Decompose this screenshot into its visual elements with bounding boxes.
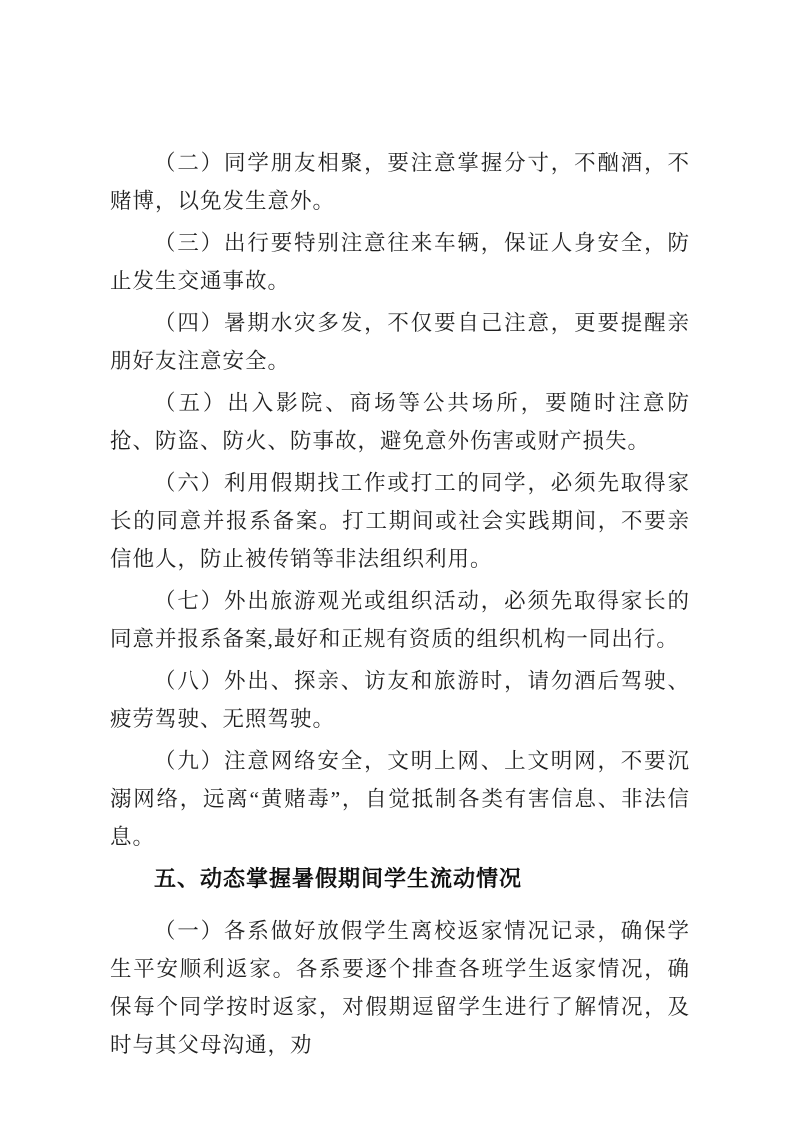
paragraph: （八）外出、探亲、访友和旅游时，请勿酒后驾驶、疲劳驾驶、无照驾驶。: [110, 669, 690, 731]
paragraph: （六）利用假期找工作或打工的同学，必须先取得家长的同意并报系备案。打工期间或社会实践期间，不要亲信他人，防止被传销等非法组织利用。: [110, 471, 690, 571]
section-heading: 五、动态掌握暑假期间学生流动情况: [154, 866, 523, 891]
paragraph: （七）外出旅游观光或组织活动，必须先取得家长的同意并报系备案,最好和正规有资质的组织机构一同出行。: [110, 589, 690, 651]
document-content: [110, 144, 690, 1068]
paragraph: （一）各系做好放假学生离校返家情况记录，确保学生平安顺利返家。各系要逐个排查各班学生返家情况，确保每个同学按时返家，对假期逗留学生进行了解情况，及时与其父母沟通，劝: [110, 919, 690, 1057]
paragraph: （九）注意网络安全，文明上网、上文明网，不要沉溺网络，远离“黄赌毒”，自觉抵制各类有害信息、非法信息。: [110, 749, 690, 849]
paragraph: （四）暑期水灾多发，不仅要自己注意，更要提醒亲朋好友注意安全。: [110, 311, 690, 373]
paragraph: （五）出入影院、商场等公共场所，要随时注意防抢、防盗、防火、防事故，避免意外伤害或财产损失。: [110, 391, 690, 453]
paragraph: （三）出行要特别注意往来车辆，保证人身安全，防止发生交通事故。: [110, 231, 690, 293]
paragraph: （二）同学朋友相聚，要注意掌握分寸，不酗酒，不赌博，以免发生意外。: [110, 151, 690, 213]
